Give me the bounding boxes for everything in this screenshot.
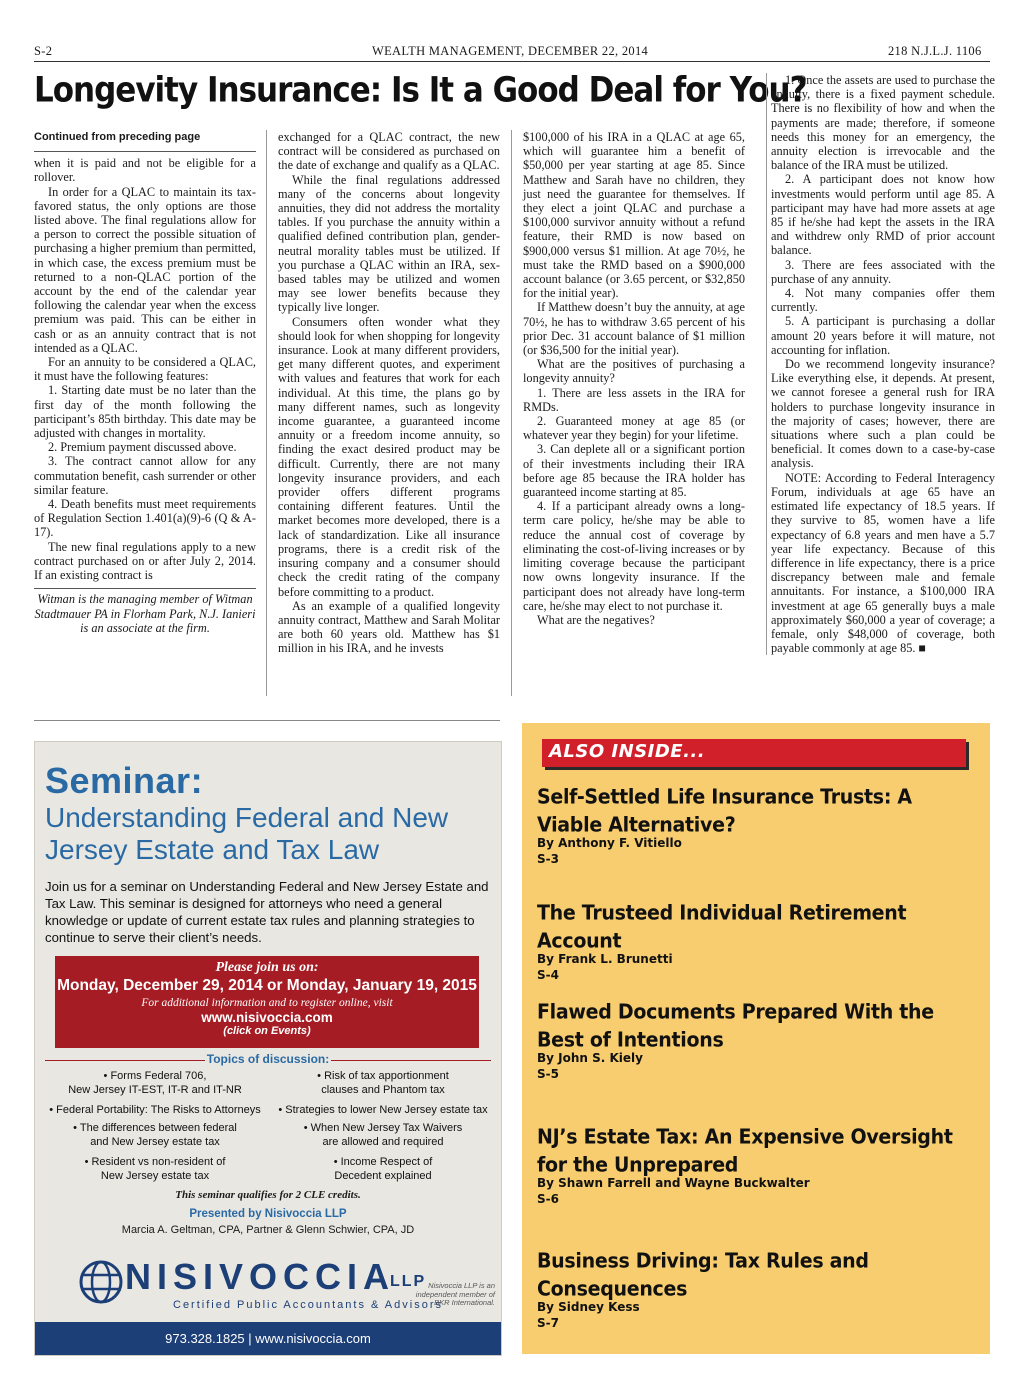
paragraph: exchanged for a QLAC contract, the new contract will be considered as purchased on the date of exchange and qualify as a QLAC. (278, 130, 500, 173)
nisivoccia-logo: NISIVOCCIA (125, 1256, 396, 1297)
also-inside-panel (522, 723, 990, 1354)
inside-item-page: S-5 (537, 1067, 559, 1081)
seminar-advertisement (34, 741, 502, 1356)
column-rule (511, 130, 512, 696)
inside-item[interactable] (537, 998, 982, 1082)
article-column-4 (766, 73, 995, 655)
paragraph: If Matthew doesn’t buy the annuity, at age 70½, he has to withdraw 3.65 percent of his prior Dec. 31 account balance of $1 million (or $36,500 for the initial year). (523, 300, 745, 358)
paragraph: 1. Once the assets are used to purchase the annuity, there is a fixed payment schedule. There is no flexibility of how and when the payments are made; therefore, if someone needs this money for an emergency, the annuity election is irrevocable and the balance of the IRA must be utilized. (771, 73, 995, 173)
article-column-3 (523, 130, 745, 627)
topics-rule-right (331, 1060, 491, 1061)
ad-title: Seminar: (45, 760, 204, 801)
page-number: S-2 (34, 44, 53, 58)
paragraph: 3. Can deplete all or a significant portion of their investments including their IRA before age 85 because the IRA holder has guaranteed income starting at 85. (523, 442, 745, 500)
inside-item-byline: By Frank L. Brunetti (537, 952, 673, 966)
citation: 218 N.J.L.J. 1106 (888, 44, 982, 58)
inside-item[interactable] (537, 783, 982, 867)
inside-item-title: Flawed Documents Prepared With the Best of Intentions (537, 1000, 934, 1052)
globe-logo-icon (79, 1260, 123, 1304)
paragraph: 4. If a participant already owns a long-term care policy, he/she may be able to reduce the annual cost of coverage by eliminating the cost-of-living increases or by limiting coverage because the participant now owns longevity insurance. If the participant does not already have long-term care, he/she may elect to not purchase it. (523, 499, 745, 613)
paragraph: While the final regulations addressed many of the concerns about longevity annuities, they did not address the mortality tables. If you purchase the annuity within a qualified defined contribution plan, gender-neutral morality tables must be utilized. If you purchase a QLAC within an IRA, sex-based tables may be utilized and women may see lower benefits because they typically live longer. (278, 172, 500, 315)
paragraph: 4. Not many companies offer them currently. (771, 286, 995, 315)
paragraph: 2. Guaranteed money at age 85 (or whatever year they begin) for your lifetime. (523, 414, 745, 443)
cle-credits-note: This seminar qualifies for 2 CLE credits. (175, 1189, 361, 1201)
paragraph: 3. The contract cannot allow for any commutation benefit, cash surrender or other similar feature. (34, 454, 256, 497)
topic-item: • When New Jersey Tax Waivers are allowed and required (303, 1122, 463, 1148)
topics-rule-left (45, 1060, 205, 1061)
inside-item-page: S-4 (537, 968, 559, 982)
inside-item-title: NJ’s Estate Tax: An Expensive Oversight for the Unprepared (537, 1125, 953, 1177)
paragraph: 1. Starting date must be no later than the first day of the month following the participant’s 85th birthday. This date may be adjusted with changes in mortality. (34, 383, 256, 441)
paragraph: As an example of a qualified longevity annuity contract, Matthew and Sarah Molitar are both 60 years old. Matthew has $1 million in his IRA, and he invests (278, 598, 500, 656)
also-inside-label: ALSO INSIDE... (549, 741, 706, 762)
article-headline: Longevity Insurance: Is It a Good Deal for You? (34, 70, 807, 111)
ad-join-text: Please join us on: (215, 960, 319, 975)
topic-item: • Resident vs non-resident of New Jersey estate tax (84, 1156, 226, 1182)
inside-item-page: S-7 (537, 1316, 559, 1330)
presented-by: Presented by Nisivoccia LLP (189, 1208, 347, 1220)
topic-item: • Strategies to lower New Jersey estate tax (278, 1104, 488, 1116)
topic-item: • Income Respect of Decedent explained (333, 1156, 433, 1182)
section-rule (34, 720, 500, 721)
inside-item[interactable] (537, 899, 982, 983)
ad-dates: Monday, December 29, 2014 or Monday, January 19, 2015 (57, 977, 477, 994)
paragraph: What are the negatives? (537, 612, 655, 627)
contact-bar[interactable]: 973.328.1825 | www.nisivoccia.com (35, 1322, 501, 1355)
topic-item: • Risk of tax apportionment clauses and Phantom tax (317, 1070, 449, 1096)
topic-item: • Forms Federal 706, New Jersey IT-EST, IT-R and IT-NR (68, 1070, 242, 1096)
paragraph: 1. There are less assets in the IRA for RMDs. (523, 385, 745, 414)
continued-note: Continued from preceding page (34, 131, 201, 143)
paragraph: 2. Premium payment discussed above. (48, 440, 237, 455)
paragraph: Do we recommend longevity insurance? Like everything else, it depends. At present, we cannot foresee a general rush for IRA holders to purchase longevity insurance in the majority of cases; however, there are situations where such a plan could be beneficial. It comes down to a case-by-case analysis. (771, 357, 995, 471)
ad-website-link[interactable]: www.nisivoccia.com (201, 1010, 333, 1025)
presenter-names: Marcia A. Geltman, CPA, Partner & Glenn Schwier, CPA, JD (121, 1224, 415, 1236)
article-column-1 (34, 130, 256, 635)
author-byline: Witman is the managing member of Witman Stadtmauer PA in Florham Park, N.J. Ianieri is an associate at the firm. (34, 588, 256, 635)
paragraph: 3. There are fees associated with the purchase of any annuity. (771, 257, 995, 286)
inside-item-page: S-3 (537, 852, 559, 866)
ad-date-box (55, 956, 479, 1048)
logo-tagline: Certified Public Accountants & Advisors (173, 1299, 443, 1311)
publication-line: WEALTH MANAGEMENT, DECEMBER 22, 2014 (372, 44, 649, 58)
inside-item[interactable] (537, 1123, 982, 1207)
paragraph: when it is paid and not be eligible for a rollover. (34, 156, 256, 185)
paragraph: 5. A participant is purchasing a dollar amount 20 years before it will mature, not accounting for inflation. (771, 314, 995, 357)
inside-item-byline: By Sidney Kess (537, 1300, 640, 1314)
topics-heading (45, 1052, 491, 1066)
inside-item[interactable] (537, 1247, 982, 1331)
paragraph: 2. A participant does not know how investments would perform until age 85. A participant may have had more assets at age 85 if he/she had kept the assets in the IRA and withdrew only RMD of prior account balance. (771, 172, 995, 258)
column-rule (266, 130, 267, 696)
ad-subtitle: Understanding Federal and New Jersey Estate and Tax Law (45, 802, 449, 865)
paragraph: For an annuity to be considered a QLAC, it must have the following features: (34, 355, 256, 384)
inside-item-byline: By Shawn Farrell and Wayne Buckwalter (537, 1176, 810, 1190)
ad-intro: Join us for a seminar on Understanding Federal and New Jersey Estate and Tax Law. This seminar is designed for attorneys who need a general knowledge or update of current estate tax rules and planning strategies to continue to serve their client’s needs. (45, 879, 489, 945)
also-inside-banner (542, 739, 966, 767)
inside-item-title: Self-Settled Life Insurance Trusts: A Viable Alternative? (537, 785, 912, 837)
ad-info-text: For additional information and to register online, visit (141, 997, 393, 1009)
logo-llp: LLP (390, 1273, 427, 1290)
paragraph: 4. Death benefits must meet requirements of Regulation Section 1.401(a)(9)-6 (Q & A-17). (34, 497, 256, 540)
inside-item-page: S-6 (537, 1192, 559, 1206)
paragraph: In order for a QLAC to maintain its tax-favored status, the only options are those listed above. The final regulations allow for a person to correct the possible situation of purchasing a higher premium than permitted, in which case, the excess premium must be returned to a non-QLAC portion of the account by the end of the calendar year following the calendar year when the excess premium was paid. This can be either in cash or as an annuity contract that is not intended as a QLAC. (34, 184, 256, 355)
inside-item-title: Business Driving: Tax Rules and Consequences (537, 1249, 869, 1301)
paragraph: NOTE: According to Federal Interagency Forum, individuals at age 65 have an estimated life expectancy of 18.5 years. If they survive to 85, women have a life expectancy of 6.8 years and men have a 5.7 year life expectancy. Because of this difference in life expectancy, there is a price discrepancy between male and female annuitants. For instance, a $100,000 IRA investment at age 65 generally buys a male approximately $60,000 a year of coverage; a female, only $48,000 of coverage, both payable commonly at age 85. ■ (771, 470, 995, 656)
inside-item-byline: By Anthony F. Vitiello (537, 836, 682, 850)
header-rule (34, 61, 990, 62)
topic-item: • Federal Portability: The Risks to Attorneys (49, 1104, 261, 1116)
ad-click-note: (click on Events) (223, 1025, 311, 1037)
paragraph: Consumers often wonder what they should look for when shopping for longevity insurance. Look at many different providers, get many different quotes, and experiment with values and features that work for each individual. At this time, the plans go by many different names, such as longevity income guarantee, a guaranteed income annuity or a freedom income annuity, so finding the exact desired product may be difficult. Currently, there are not many longevity insurance providers, and each provider offers different programs containing different features. Until the market becomes more developed, there is a lack of standardization. Like all insurance programs, there is a credit risk of the insuring company and a consumer should check the credit rating of the company before committing to a product. (278, 314, 500, 599)
paragraph: What are the positives of purchasing a longevity annuity? (523, 357, 745, 386)
paragraph: The new final regulations apply to a new contract purchased on or after July 2, 2014. If an existing contract is (34, 539, 256, 583)
member-note: Nisivoccia LLP is an independent member of BKR International. (415, 1281, 495, 1307)
topics-label: Topics of discussion: (206, 1052, 330, 1066)
article-column-2 (278, 130, 500, 656)
inside-item-byline: By John S. Kiely (537, 1051, 643, 1065)
inside-item-title: The Trusteed Individual Retirement Account (537, 901, 907, 953)
topic-item: • The differences between federal and New Jersey estate tax (73, 1122, 237, 1148)
paragraph: $100,000 of his IRA in a QLAC at age 65, which will guarantee him a benefit of $50,000 per year starting at age 85. Since Matthew and Sarah have no children, they just need the guarantee for themselves. If they elect a joint QLAC and purchase a $100,000 survivor annuity without a refund feature, their RMD is now based on $900,000 versus $1 million. At age 70½, he must take the RMD based on a $900,000 account balance (or 3.65 percent, or $32,850 for the initial year). (523, 130, 745, 301)
